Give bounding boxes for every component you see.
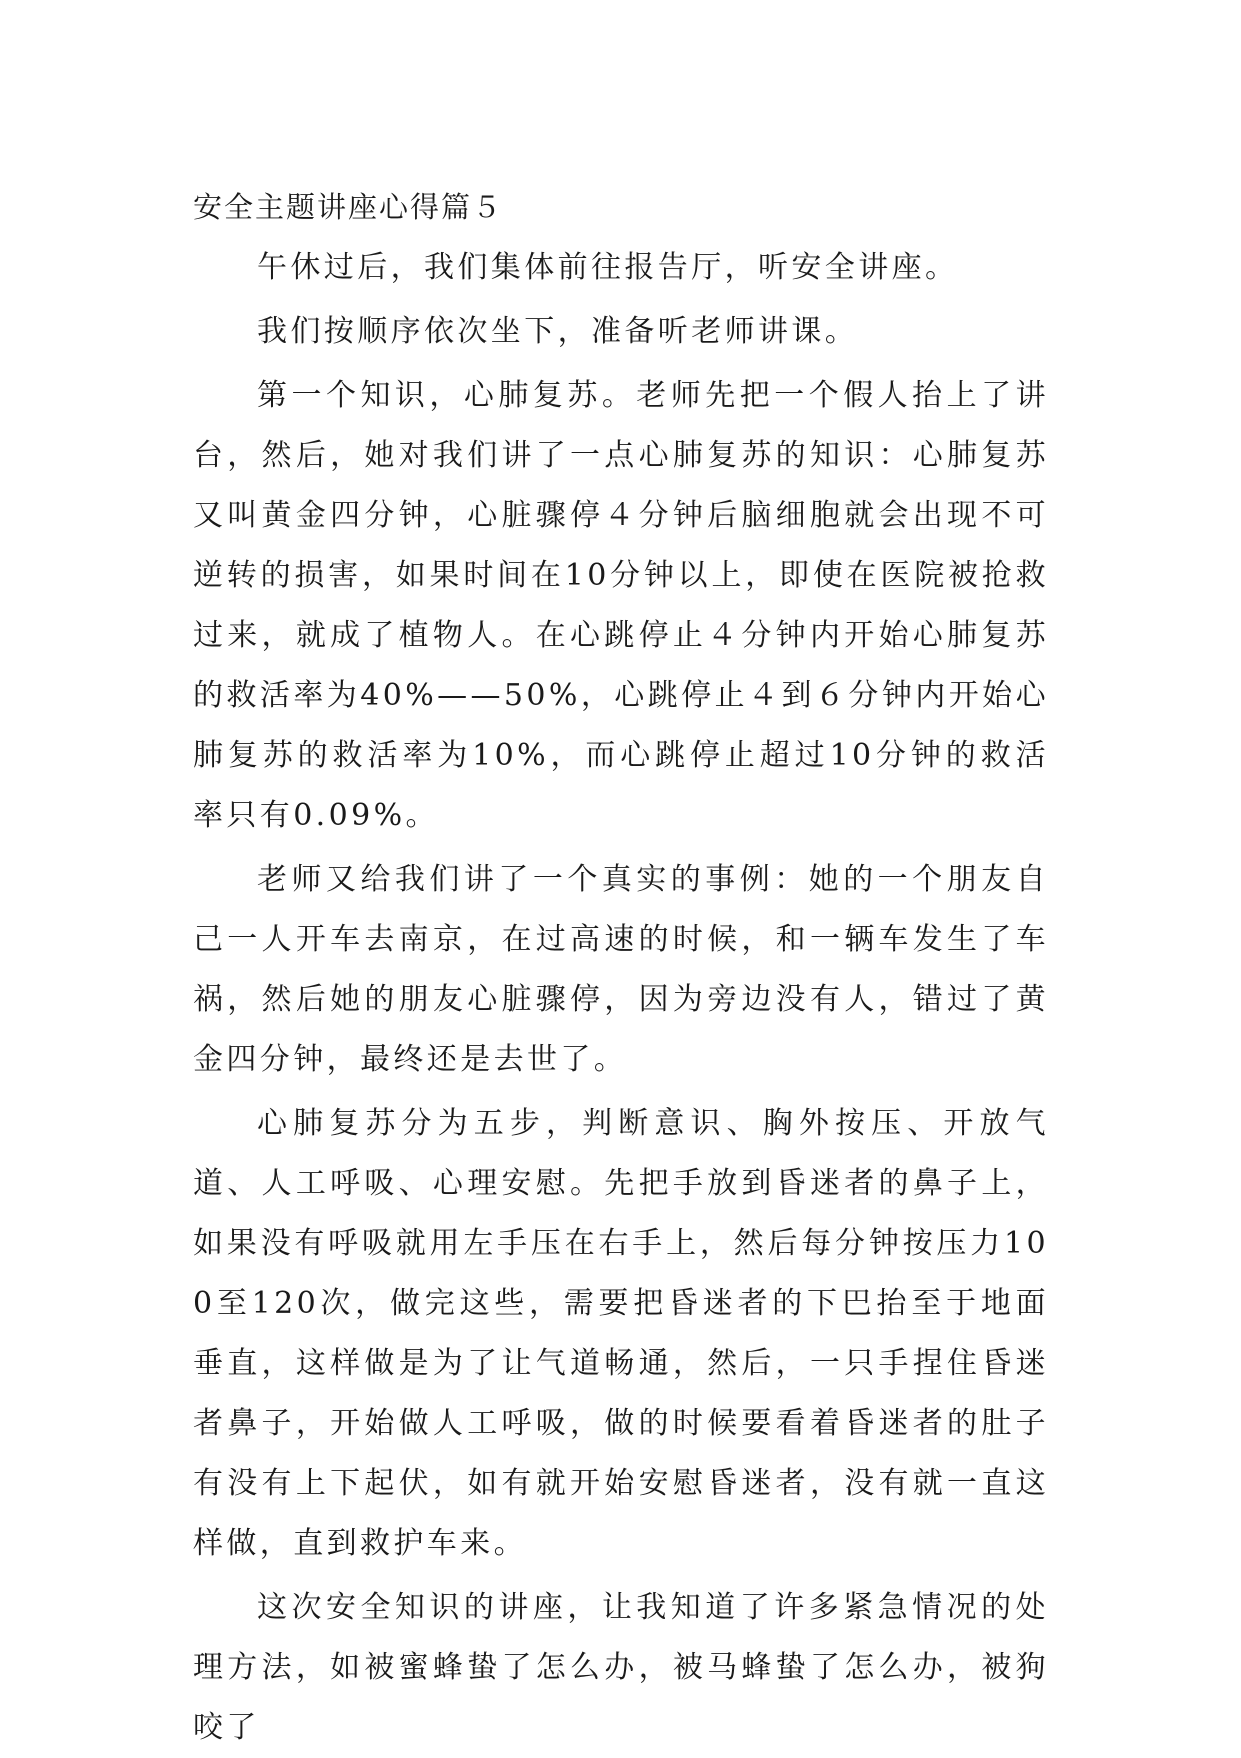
paragraph-5: 心肺复苏分为五步，判断意识、胸外按压、开放气道、人工呼吸、心理安慰。先把手放到昏迷者的鼻子上，如果没有呼吸就用左手压在右手上，然后每分钟按压力100至120次，做完这些，需要把昏迷者的下巴抬至于地面垂直，这样做是为了让气道畅通，然后，一只手捏住昏迷者鼻子，开始做人工呼吸，做的时候要看着昏迷者的肚子有没有上下起伏，如有就开始安慰昏迷者，没有就一直这样做，直到救护车来。 [193, 1106, 1049, 1561]
document-body [193, 183, 1049, 1758]
paragraph-1: 午休过后，我们集体前往报告厅，听安全讲座。 [257, 250, 959, 285]
paragraph-4: 老师又给我们讲了一个真实的事例：她的一个朋友自己一人开车去南京，在过高速的时候，和一辆车发生了车祸，然后她的朋友心脏骤停，因为旁边没有人，错过了黄金四分钟，最终还是去世了。 [193, 862, 1049, 1077]
paragraph-2: 我们按顺序依次坐下，准备听老师讲课。 [257, 314, 859, 349]
document-title: 安全主题讲座心得篇５ [193, 190, 504, 224]
paragraph-6: 这次安全知识的讲座，让我知道了许多紧急情况的处理方法，如被蜜蜂蛰了怎么办，被马蜂蛰了怎么办，被狗咬了 [193, 1590, 1049, 1745]
paragraph-3: 第一个知识，心肺复苏。老师先把一个假人抬上了讲台，然后，她对我们讲了一点心肺复苏的知识：心肺复苏又叫黄金四分钟，心脏骤停４分钟后脑细胞就会出现不可逆转的损害，如果时间在10分钟以上，即使在医院被抢救过来，就成了植物人。在心跳停止４分钟内开始心肺复苏的救活率为40%——50%，心跳停止４到６分钟内开始心肺复苏的救活率为10%，而心跳停止超过10分钟的救活率只有0.09%。 [193, 378, 1049, 833]
